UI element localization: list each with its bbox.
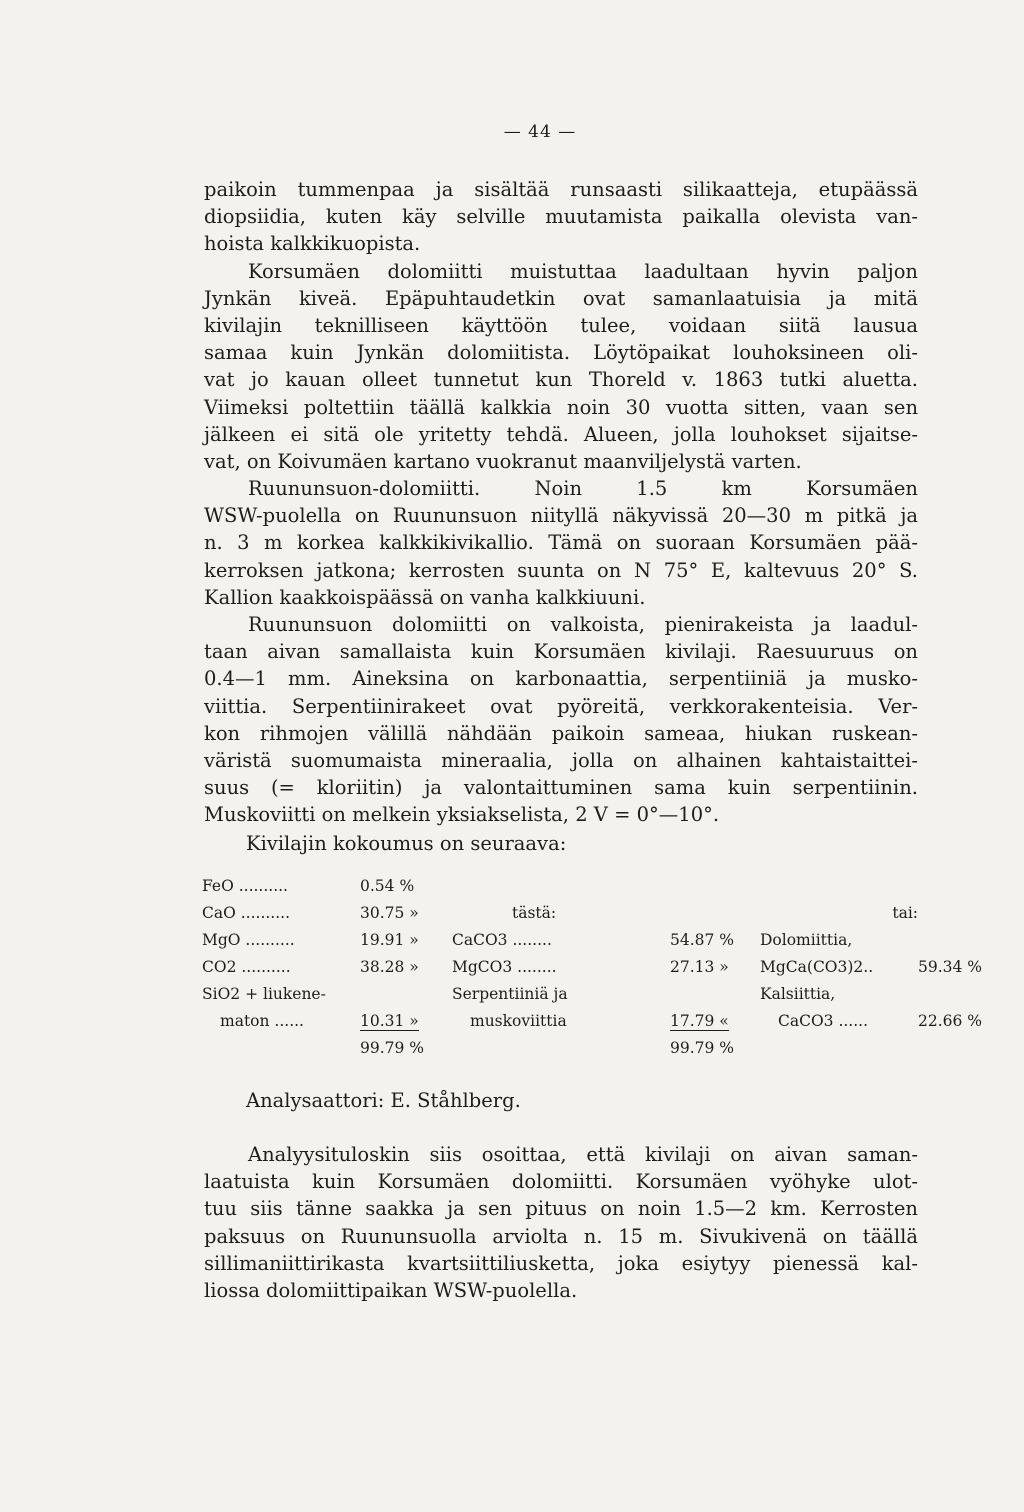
text-line: Viimeksi poltettiin täällä kalkkia noin 30 vuotta sitten, vaan sen <box>204 395 918 419</box>
table-cell <box>202 1030 360 1057</box>
subtotal-value: 10.31 » <box>360 1012 419 1030</box>
text-line: hoista kalkkikuopista. <box>204 232 421 256</box>
text-line: paikoin tummenpaa ja sisältää runsaasti silikaatteja, etupäässä <box>204 178 918 201</box>
table-cell <box>670 895 760 922</box>
page-number: — 44 — <box>503 122 577 142</box>
text-line: tuu siis tänne saakka ja sen pituus on noin 1.5—2 km. Kerrosten <box>204 1197 918 1221</box>
final-paragraph <box>204 1141 918 1304</box>
table-cell: CaO .......... <box>202 904 291 922</box>
text-line: taan aivan samallaista kuin Korsumäen kivilaji. Raesuuruus on <box>204 640 918 664</box>
text-line: Jynkän kiveä. Epäpuhtaudetkin ovat samanlaatuisia ja mitä <box>204 286 918 310</box>
text-line: samaa kuin Jynkän dolomiitista. Löytöpaikat louhoksineen oli- <box>204 341 918 365</box>
table-row <box>202 949 988 976</box>
table-cell <box>918 868 988 895</box>
text-line: vat jo kauan olleet tunnetut kun Thoreld v. 1863 tutki aluetta. <box>204 368 918 392</box>
text-line: Ruununsuon dolomiitti on valkoista, pienirakeista ja laadul- <box>248 613 918 636</box>
text-line: liossa dolomiittipaikan WSW-puolella. <box>204 1278 578 1302</box>
table-row <box>202 868 988 895</box>
text-line: Analyysituloskin siis osoittaa, että kivilaji on aivan saman- <box>248 1143 918 1166</box>
table-cell: 99.79 % <box>360 1039 425 1057</box>
table-cell: muskoviittia <box>470 1012 567 1030</box>
table-cell <box>918 922 988 949</box>
text-line: kerroksen jatkona; kerrosten suunta on N 75° E, kaltevuus 20° S. <box>204 558 918 582</box>
table-cell: SiO2 + liukene- <box>202 985 326 1003</box>
text-line: sillimaniittirikasta kvartsiittiliusketta, joka esiytyy pienessä kal- <box>204 1251 918 1275</box>
table-row <box>202 922 988 949</box>
text-line: Korsumäen dolomiitti muistuttaa laadultaan hyvin paljon <box>248 259 918 283</box>
text-line: n. 3 m korkea kalkkikivikallio. Tämä on suoraan Korsumäen pää- <box>204 531 918 555</box>
text-line: viittia. Serpentiinirakeet ovat pyöreitä, verkkorakenteisia. Ver- <box>204 694 918 718</box>
table-cell: MgO .......... <box>202 931 295 949</box>
table-cell <box>918 976 988 1003</box>
table-cell: 27.13 » <box>670 958 729 976</box>
table-cell <box>360 1003 452 1030</box>
text-line: Ruununsuon-dolomiitti. Noin 1.5 km Korsumäen <box>248 477 918 501</box>
table-cell <box>918 895 988 922</box>
table-cell: 38.28 » <box>360 958 419 976</box>
table-cell: 19.91 » <box>360 931 419 949</box>
text-line: suus (= kloriitin) ja valontaittuminen sama kuin serpentiinin. <box>204 776 918 800</box>
text-line: kon rihmojen välillä nähdään paikoin sameaa, hiukan ruskean- <box>204 721 918 745</box>
table-cell: MgCO3 ........ <box>452 958 557 976</box>
table-cell <box>670 868 760 895</box>
table-cell: Dolomiittia, <box>760 931 853 949</box>
table-cell: 99.79 % <box>670 1039 735 1057</box>
table-cell: maton ...... <box>220 1012 304 1030</box>
text-line: Muskoviitti on melkein yksiakselista, 2 V = 0°—10°. <box>204 803 720 827</box>
table-cell: 30.75 » <box>360 904 419 922</box>
table-cell: MgCa(CO3)2.. <box>760 958 874 976</box>
table-cell: Kalsiittia, <box>760 985 836 1003</box>
table-cell <box>760 1030 918 1057</box>
table-cell: CO2 .......... <box>202 958 291 976</box>
table-cell: 0.54 % <box>360 877 415 895</box>
table-cell: 59.34 % <box>918 958 983 976</box>
table-cell: Serpentiiniä ja <box>452 985 568 1003</box>
table-cell: CaCO3 ...... <box>778 1012 869 1030</box>
table-cell <box>452 868 670 895</box>
table-cell <box>670 976 760 1003</box>
text-line: vat, on Koivumäen kartano vuokranut maanviljelystä varten. <box>204 449 802 473</box>
table-row <box>202 895 988 922</box>
table-cell: 22.66 % <box>918 1012 983 1030</box>
table-cell: FeO .......... <box>202 877 288 895</box>
body-text <box>204 176 918 829</box>
table-cell <box>760 868 918 895</box>
table-cell <box>360 976 452 1003</box>
table-cell <box>452 1030 670 1057</box>
text-line: kivilajin teknilliseen käyttöön tulee, voidaan siitä lausua <box>204 313 918 337</box>
analyst-credit: Analysaattori: E. Ståhlberg. <box>246 1089 521 1112</box>
composition-heading: Kivilajin kokoumus on seuraava: <box>246 832 567 855</box>
table-cell: tai: <box>892 904 918 922</box>
subtotal-value: 17.79 « <box>670 1012 729 1030</box>
table-cell <box>670 1003 760 1030</box>
text-line: paksuus on Ruununsuolla arviolta n. 15 m. Sivukivenä on täällä <box>204 1224 918 1248</box>
text-line: Kallion kaakkoispäässä on vanha kalkkiuuni. <box>204 585 646 609</box>
table-cell: tästä: <box>512 904 557 922</box>
table-row <box>202 1003 988 1030</box>
text-line: WSW-puolella on Ruununsuon niityllä näkyvissä 20—30 m pitkä ja <box>204 504 918 528</box>
table-cell: CaCO3 ........ <box>452 931 552 949</box>
text-line: väristä suomumaista mineraalia, jolla on alhainen kahtaistaittei- <box>204 748 918 772</box>
text-line: jälkeen ei sitä ole yritetty tehdä. Alueen, jolla louhokset sijaitse- <box>204 422 918 446</box>
text-line: 0.4—1 mm. Aineksina on karbonaattia, serpentiiniä ja musko- <box>204 667 918 691</box>
text-line: diopsiidia, kuten käy selville muutamista paikalla olevista van- <box>204 205 918 229</box>
table-cell: 54.87 % <box>670 931 735 949</box>
table-row <box>202 1030 988 1057</box>
table-cell <box>918 1030 988 1057</box>
text-line: laatuista kuin Korsumäen dolomiitti. Korsumäen vyöhyke ulot- <box>204 1170 918 1194</box>
composition-table <box>202 868 988 1057</box>
table-row <box>202 976 988 1003</box>
